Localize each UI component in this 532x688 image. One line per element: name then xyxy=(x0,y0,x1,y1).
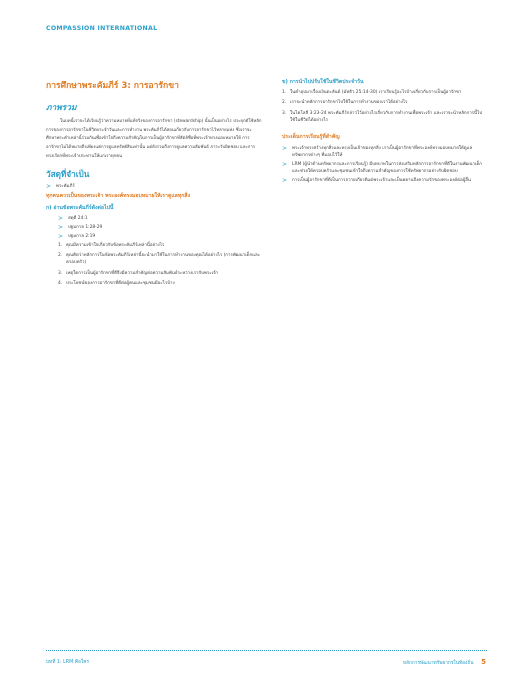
footer-section xyxy=(403,658,486,667)
left-column xyxy=(46,78,262,291)
chevron-right-icon: > xyxy=(46,182,52,190)
point-item: > การเป็นผู้อารักขาที่ดีเป็นการถวายเกียรติแด่พระเจ้าและเป็นพยานถึงความรักของพระองค์ต่อผู้อื่น xyxy=(282,176,471,184)
verse-item: > ปฐมกาล 2:19 xyxy=(58,232,96,240)
apply-item: 3. ในโคโลสี 3:23-24 พระคัมภีร์กล่าวไว้อย่างไรเกี่ยวกับการทำงานเพื่อพระเจ้า และเราจะนำหลักการนี้ไปใช้ในชีวิตได้อย่างไร xyxy=(282,110,483,124)
question-item: 1. คุณมีความเข้าใจเกี่ยวกับข้อพระคัมภีร์เหล่านี้อย่างไร xyxy=(58,242,165,248)
overview-text: ในบทนี้เราจะได้เรียนรู้ว่าความหมายที่แท้จริงของการอารักขา (stewardship) นั้นเป็นอย่างไร ประยุกต์ใช้หลักการของการอารักขาในชีวิตประจำวันและการทำงาน พระคัมภีร์ได้สอนเกี่ยวกับการอารักขาไว้หลายแห่ง ซึ่งเราจะศึกษาพระคำเหล่านี้ร่วมกันเพื่อเข้าใจถึงความสำคัญในการเป็นผู้อารักขาที่สัตย์ซื่อที่พระเจ้าทรงมอบหมายให้ การอารักขาไม่ได้หมายถึงเพียงแค่การดูแลทรัพย์สินเท่านั้น แต่ยังรวมถึงการดูแลความสัมพันธ์ ภาระรับผิดชอบ และการทรงเรียกที่พระเจ้าประทานให้แก่เราทุกคน xyxy=(46,119,262,159)
footer-divider xyxy=(46,650,487,651)
materials-item: > พระคัมภีร์ xyxy=(46,182,75,190)
verse-item: > ปฐมกาล 1:28-29 xyxy=(58,223,103,231)
question-item: 4. ประโยชน์ของการอารักขาที่ดีต่อผู้คนและชุมชนมีอะไรบ้าง xyxy=(58,281,175,287)
apply-item: 2. เราจะนำหลักการอารักขาไปใช้ในการทำงานของเราได้อย่างไร xyxy=(282,100,408,106)
org-header: COMPASSION INTERNATIONAL xyxy=(46,25,158,32)
overview-heading: ภาพรวม xyxy=(46,102,77,112)
chevron-right-icon: > xyxy=(282,144,288,152)
chevron-right-icon: > xyxy=(58,214,64,222)
reading-heading: ก) อ่านข้อพระคัมภีร์ดังต่อไปนี้ xyxy=(46,204,114,211)
point-item: > LRM (ผู้นำด้านทรัพยากรและการเรียนรู้) มีบทบาทในการส่งเสริมหลักการอารักขาที่ดีในงานพัฒนาเด็ก และช่วยให้ครอบครัวและชุมชนเข้าใจถึงความสำคัญของการใช้ทรัพยากรอย่างรับผิดชอบ xyxy=(282,160,482,174)
right-column xyxy=(282,78,487,186)
verse-item: > สดุดี 24:1 xyxy=(58,214,88,222)
apply-item: 1. ในคำอุปมาเรื่องเงินตะลันต์ (มัทธิว 25:14-30) เราเรียนรู้อะไรบ้างเกี่ยวกับการเป็นผู้อารักขา xyxy=(282,90,462,95)
apply-heading: ข) การนำไปปรับใช้ในชีวิตประจำวัน xyxy=(282,79,364,85)
chevron-right-icon: > xyxy=(58,223,64,231)
point-item: > พระเจ้าทรงสร้างทุกสิ่งและทรงเป็นเจ้าของทุกสิ่ง เราเป็นผู้อารักขาที่พระองค์ทรงมอบหมายให้ดูแลทรัพยากรต่างๆ ที่มอบไว้ให้ xyxy=(282,144,473,158)
study-title: การศึกษาพระคัมภีร์ 3: การอารักขา xyxy=(46,81,179,91)
materials-note: ทุกคนควรเป็นของพระเจ้า พระองค์ทรงมอบหมายให้เราดูแลทุกสิ่ง xyxy=(46,192,191,199)
materials-heading: วัสดุที่จำเป็น xyxy=(46,168,90,179)
footer-chapter: บทที่ 1: LRM คือใคร xyxy=(46,660,89,665)
question-item: 2. คุณคิดว่าหลักการในข้อพระคัมภีร์เหล่านี้จะนำมาใช้ในการทำงานของคุณได้อย่างไร (การพัฒนาเด็กและครอบครัว) xyxy=(58,252,261,266)
question-item: 3. เหตุใดการเป็นผู้อารักขาที่ดีจึงมีความสำคัญต่อความสัมพันธ์ระหว่างเรากับพระเจ้า xyxy=(58,270,219,276)
chevron-right-icon: > xyxy=(58,232,64,240)
footer-section-title: หลักการพัฒนาทรัพยากรในท้องถิ่น xyxy=(402,661,474,666)
page-number: 5 xyxy=(481,658,486,666)
chevron-right-icon: > xyxy=(282,176,288,184)
points-heading: ประเด็นการเรียนรู้ที่สำคัญ xyxy=(282,133,340,140)
chevron-right-icon: > xyxy=(282,160,288,168)
